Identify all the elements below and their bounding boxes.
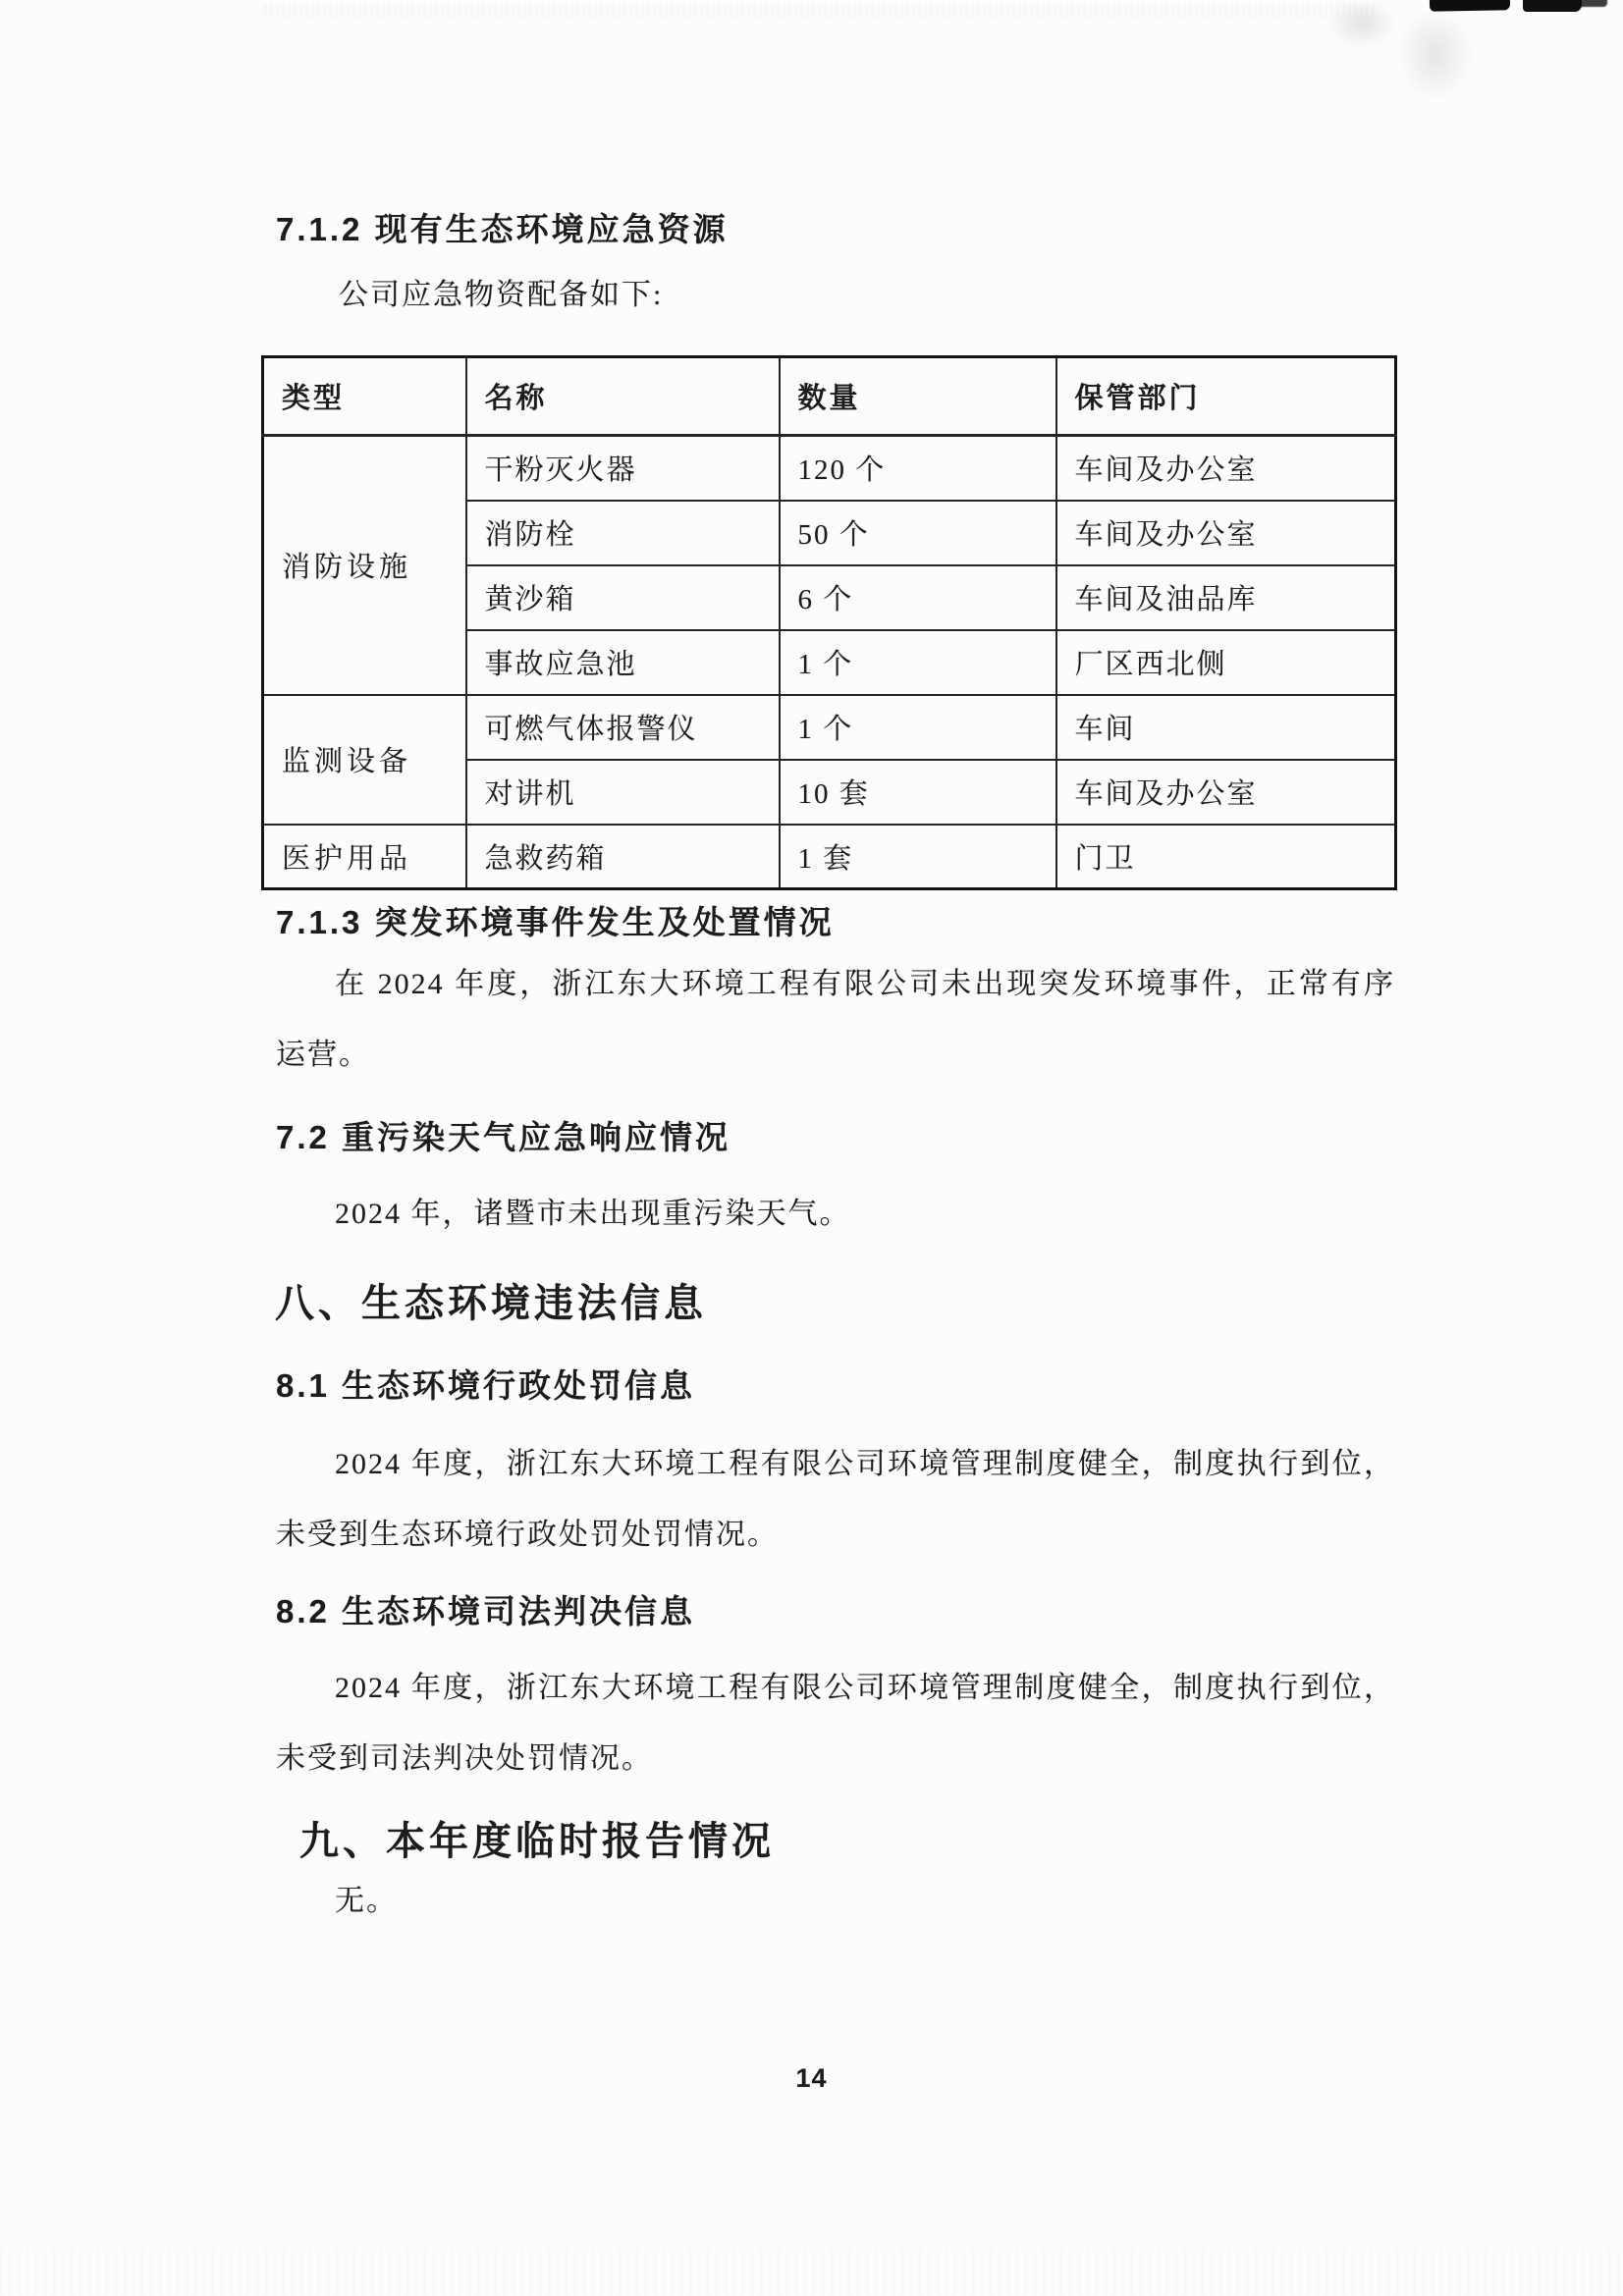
paragraph-7-1-3-line1: 在 2024 年度，浙江东大环境工程有限公司未出现突发环境事件，正常有序 [335, 968, 1395, 1000]
page-number: 14 [795, 2063, 828, 2093]
paragraph-8-2-line1: 2024 年度，浙江东大环境工程有限公司环境管理制度健全，制度执行到位， [335, 1672, 1395, 1704]
table-cell-dept: 车间及办公室 [1056, 436, 1396, 501]
table-cell-dept: 车间及办公室 [1056, 501, 1396, 565]
table-cell-qty: 1 个 [780, 630, 1056, 695]
paragraph-7-2: 2024 年，诸暨市未出现重污染天气。 [335, 1198, 851, 1230]
table-cell-name: 可燃气体报警仪 [466, 695, 780, 760]
table-cell-name: 对讲机 [466, 760, 780, 825]
type-cell-monitor: 监测设备 [263, 695, 466, 825]
column-header-type: 类型 [263, 357, 466, 436]
type-cell-fire: 消防设施 [263, 436, 466, 695]
table-cell-name: 消防栓 [466, 501, 780, 565]
column-header-qty: 数量 [780, 357, 1056, 436]
section-heading-8-2: 8.2 生态环境司法判决信息 [276, 1593, 696, 1629]
column-header-dept: 保管部门 [1056, 357, 1396, 436]
type-cell-medical: 医护用品 [263, 825, 466, 889]
chapter-heading-8: 八、生态环境违法信息 [275, 1282, 707, 1325]
chapter-heading-9: 九、本年度临时报告情况 [299, 1820, 775, 1863]
table-cell-dept: 厂区西北侧 [1056, 630, 1396, 695]
scan-smudge [1398, 8, 1473, 101]
column-header-name: 名称 [466, 357, 780, 436]
section-heading-7-2: 7.2 重污染天气应急响应情况 [276, 1119, 731, 1155]
table-cell-qty: 6 个 [780, 565, 1056, 630]
table-cell-name: 急救药箱 [466, 825, 780, 889]
paragraph-9: 无。 [335, 1885, 398, 1917]
table-cell-qty: 10 套 [780, 760, 1056, 825]
paragraph-7-1-3-line2: 运营。 [276, 1039, 370, 1071]
table-cell-dept: 门卫 [1056, 825, 1396, 889]
table-cell-name: 黄沙箱 [466, 565, 780, 630]
section-heading-7-1-2: 7.1.2 现有生态环境应急资源 [276, 211, 729, 247]
scan-artifact-blob [1523, 0, 1582, 12]
table-cell-dept: 车间及办公室 [1056, 760, 1396, 825]
paragraph-8-2-line2: 未受到司法判决处罚情况。 [276, 1742, 653, 1775]
table-cell-qty: 1 套 [780, 825, 1056, 889]
intro-text: 公司应急物资配备如下: [339, 279, 664, 311]
table-cell-qty: 120 个 [780, 436, 1056, 501]
table-cell-name: 干粉灭火器 [466, 436, 780, 501]
table-cell-dept: 车间及油品库 [1056, 565, 1396, 630]
table-row [263, 695, 1396, 760]
emergency-supplies-table [261, 355, 1397, 890]
table-header-row [263, 357, 1396, 436]
section-heading-8-1: 8.1 生态环境行政处罚信息 [276, 1367, 696, 1404]
scan-artifact-blob [1578, 0, 1607, 7]
scan-noise-top [265, 4, 1375, 18]
table-row [263, 436, 1396, 501]
paragraph-8-1-line2: 未受到生态环境行政处罚处罚情况。 [276, 1519, 779, 1551]
table-cell-qty: 1 个 [780, 695, 1056, 760]
table-cell-name: 事故应急池 [466, 630, 780, 695]
scan-noise-bottom [0, 2250, 1623, 2296]
section-heading-7-1-3: 7.1.3 突发环境事件发生及处置情况 [276, 904, 835, 940]
table-cell-qty: 50 个 [780, 501, 1056, 565]
table-cell-dept: 车间 [1056, 695, 1396, 760]
scan-smear [1327, 0, 1396, 47]
table-row [263, 825, 1396, 889]
paragraph-8-1-line1: 2024 年度，浙江东大环境工程有限公司环境管理制度健全，制度执行到位， [335, 1448, 1395, 1480]
